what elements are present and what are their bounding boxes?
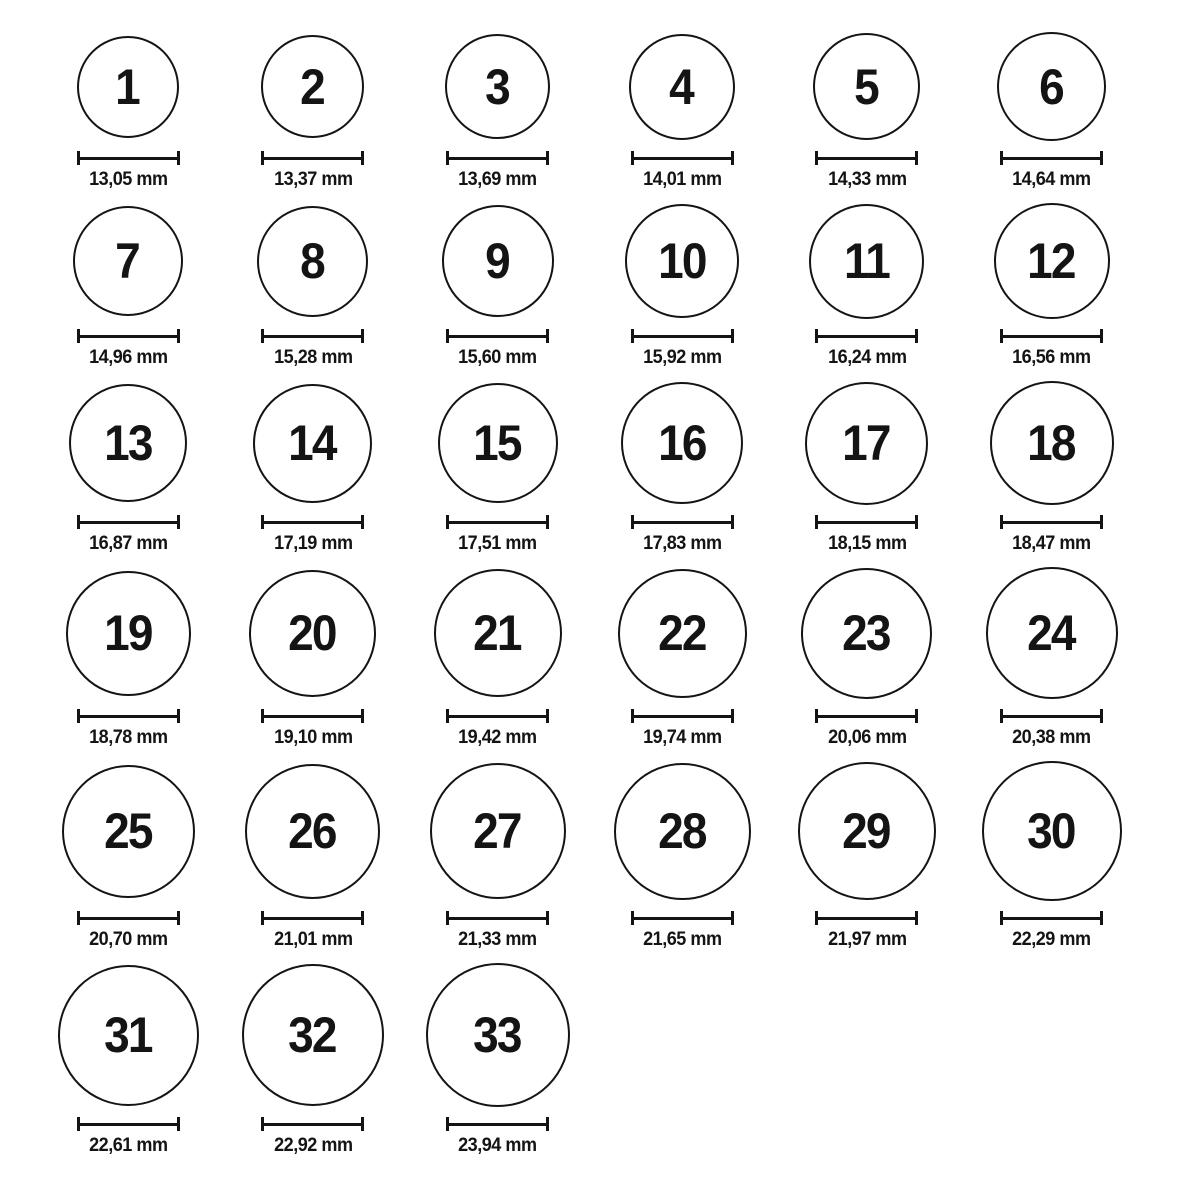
measure-right-tick bbox=[731, 515, 734, 529]
diameter-measure-line bbox=[446, 911, 549, 925]
measure-right-tick bbox=[731, 329, 734, 343]
diameter-measure-line bbox=[815, 709, 918, 723]
ring-size-number: 23 bbox=[842, 605, 890, 661]
measure-bar bbox=[80, 715, 177, 718]
ring-size-number: 5 bbox=[854, 58, 878, 115]
measure-bar bbox=[818, 157, 915, 160]
measure-bar bbox=[264, 335, 361, 338]
ring-size-number: 7 bbox=[115, 233, 140, 289]
ring-size-number: 30 bbox=[1026, 803, 1075, 859]
ring-size-number: 26 bbox=[288, 803, 336, 859]
ring-cell bbox=[221, 963, 406, 1157]
measure-bar bbox=[818, 335, 915, 338]
diameter-measure-line bbox=[446, 709, 549, 723]
ring-cell bbox=[590, 567, 775, 749]
ring-diameter-label: 14,64 mm bbox=[1012, 169, 1091, 190]
ring-diameter-label: 16,24 mm bbox=[827, 347, 907, 368]
ring-circle-area bbox=[982, 761, 1122, 901]
measure-bar bbox=[1003, 157, 1100, 160]
ring-cell bbox=[590, 381, 775, 555]
ring-diameter-label: 19,74 mm bbox=[643, 727, 722, 748]
diameter-measure-line bbox=[77, 1117, 180, 1131]
measure-right-tick bbox=[1100, 515, 1103, 529]
ring-circle-area bbox=[73, 203, 183, 319]
ring-circle bbox=[430, 763, 566, 899]
ring-circle bbox=[994, 203, 1110, 319]
diameter-measure-line bbox=[261, 911, 364, 925]
measure-bar bbox=[264, 157, 361, 160]
ring-circle-area bbox=[990, 381, 1114, 505]
measure-right-tick bbox=[915, 709, 918, 723]
diameter-measure-line bbox=[77, 151, 180, 165]
measure-right-tick bbox=[177, 709, 180, 723]
ring-circle bbox=[69, 384, 187, 502]
ring-size-number: 27 bbox=[472, 803, 521, 859]
ring-cell bbox=[405, 381, 590, 555]
measure-bar bbox=[264, 715, 361, 718]
ring-size-number: 13 bbox=[103, 415, 152, 471]
ring-cell bbox=[221, 381, 406, 555]
measure-right-tick bbox=[546, 151, 549, 165]
measure-right-tick bbox=[361, 515, 364, 529]
ring-diameter-label: 20,06 mm bbox=[827, 727, 907, 748]
ring-size-number: 8 bbox=[300, 233, 324, 289]
ring-diameter-label: 21,33 mm bbox=[458, 929, 537, 950]
ring-diameter-label: 18,78 mm bbox=[89, 727, 168, 748]
ring-cell bbox=[590, 203, 775, 369]
ring-cell bbox=[405, 203, 590, 369]
diameter-measure-line bbox=[77, 515, 180, 529]
ring-size-number: 29 bbox=[842, 803, 890, 859]
ring-circle-area bbox=[442, 203, 554, 319]
diameter-measure-line bbox=[1000, 709, 1103, 723]
measure-bar bbox=[449, 335, 546, 338]
measure-bar bbox=[634, 917, 731, 920]
ring-diameter-label: 22,61 mm bbox=[89, 1135, 168, 1156]
ring-cell bbox=[36, 203, 221, 369]
ring-cell bbox=[36, 963, 221, 1157]
ring-circle bbox=[66, 571, 191, 696]
chart-row bbox=[36, 963, 1144, 1157]
ring-circle-area bbox=[77, 32, 179, 141]
ring-diameter-label: 20,38 mm bbox=[1012, 727, 1091, 748]
ring-size-number: 4 bbox=[669, 58, 694, 115]
diameter-measure-line bbox=[261, 329, 364, 343]
ring-size-number: 10 bbox=[657, 233, 706, 289]
ring-size-number: 17 bbox=[842, 415, 890, 471]
measure-bar bbox=[449, 521, 546, 524]
ring-circle-area bbox=[798, 761, 936, 901]
measure-right-tick bbox=[1100, 151, 1103, 165]
diameter-measure-line bbox=[631, 151, 734, 165]
ring-circle-area bbox=[614, 761, 751, 901]
ring-circle bbox=[426, 963, 570, 1107]
ring-cell bbox=[221, 567, 406, 749]
ring-circle bbox=[809, 204, 924, 319]
diameter-measure-line bbox=[261, 151, 364, 165]
ring-diameter-label: 22,29 mm bbox=[1012, 929, 1091, 950]
chart-row bbox=[36, 32, 1144, 191]
measure-right-tick bbox=[731, 151, 734, 165]
ring-size-number: 21 bbox=[472, 605, 521, 661]
measure-right-tick bbox=[915, 151, 918, 165]
measure-right-tick bbox=[177, 515, 180, 529]
measure-bar bbox=[1003, 715, 1100, 718]
diameter-measure-line bbox=[77, 329, 180, 343]
ring-diameter-label: 18,47 mm bbox=[1012, 533, 1091, 554]
diameter-measure-line bbox=[446, 329, 549, 343]
ring-size-number: 19 bbox=[103, 605, 152, 661]
ring-cell bbox=[959, 761, 1144, 951]
measure-bar bbox=[449, 917, 546, 920]
ring-circle bbox=[442, 205, 554, 317]
ring-circle-area bbox=[625, 203, 739, 319]
ring-size-number: 16 bbox=[657, 415, 706, 471]
measure-bar bbox=[264, 521, 361, 524]
ring-circle bbox=[805, 382, 928, 505]
ring-size-number: 28 bbox=[657, 803, 706, 859]
measure-bar bbox=[818, 715, 915, 718]
diameter-measure-line bbox=[261, 709, 364, 723]
ring-diameter-label: 14,33 mm bbox=[827, 169, 907, 190]
ring-circle-area bbox=[66, 567, 191, 699]
ring-diameter-label: 15,28 mm bbox=[273, 347, 353, 368]
measure-right-tick bbox=[915, 911, 918, 925]
diameter-measure-line bbox=[1000, 911, 1103, 925]
ring-circle bbox=[614, 763, 751, 900]
diameter-measure-line bbox=[815, 515, 918, 529]
measure-right-tick bbox=[1100, 329, 1103, 343]
measure-right-tick bbox=[177, 1117, 180, 1131]
measure-bar bbox=[634, 521, 731, 524]
ring-diameter-label: 15,92 mm bbox=[643, 347, 722, 368]
ring-circle bbox=[253, 384, 372, 503]
measure-bar bbox=[818, 917, 915, 920]
diameter-measure-line bbox=[446, 151, 549, 165]
ring-diameter-label: 19,10 mm bbox=[273, 727, 353, 748]
measure-bar bbox=[264, 1123, 361, 1126]
ring-diameter-label: 14,96 mm bbox=[89, 347, 168, 368]
measure-right-tick bbox=[915, 515, 918, 529]
ring-diameter-label: 13,05 mm bbox=[89, 169, 168, 190]
ring-cell bbox=[775, 32, 960, 191]
ring-circle-area bbox=[629, 32, 735, 141]
diameter-measure-line bbox=[1000, 515, 1103, 529]
measure-bar bbox=[80, 917, 177, 920]
ring-size-number: 6 bbox=[1038, 58, 1063, 115]
ring-size-number: 11 bbox=[843, 233, 889, 289]
ring-circle bbox=[997, 32, 1106, 141]
ring-circle bbox=[621, 382, 743, 504]
ring-circle bbox=[249, 570, 376, 697]
diameter-measure-line bbox=[631, 515, 734, 529]
measure-right-tick bbox=[546, 1117, 549, 1131]
measure-right-tick bbox=[361, 151, 364, 165]
ring-cell bbox=[221, 761, 406, 951]
ring-circle-area bbox=[242, 963, 384, 1107]
ring-circle-area bbox=[621, 381, 743, 505]
ring-diameter-label: 17,19 mm bbox=[273, 533, 353, 554]
ring-circle bbox=[58, 965, 199, 1106]
ring-circle-area bbox=[430, 761, 566, 901]
ring-circle-area bbox=[438, 381, 558, 505]
ring-circle-area bbox=[69, 381, 187, 505]
measure-right-tick bbox=[1100, 709, 1103, 723]
diameter-measure-line bbox=[631, 709, 734, 723]
ring-size-number: 2 bbox=[300, 58, 324, 115]
ring-circle-area bbox=[58, 963, 199, 1107]
ring-diameter-label: 15,60 mm bbox=[458, 347, 537, 368]
ring-diameter-label: 16,56 mm bbox=[1012, 347, 1091, 368]
ring-circle bbox=[73, 206, 183, 316]
measure-right-tick bbox=[731, 911, 734, 925]
ring-circle-area bbox=[253, 381, 372, 505]
ring-cell bbox=[405, 567, 590, 749]
diameter-measure-line bbox=[446, 515, 549, 529]
ring-circle bbox=[62, 765, 195, 898]
ring-cell bbox=[405, 761, 590, 951]
ring-circle-area bbox=[245, 761, 380, 901]
ring-circle bbox=[986, 567, 1118, 699]
diameter-measure-line bbox=[631, 329, 734, 343]
ring-diameter-label: 13,37 mm bbox=[273, 169, 353, 190]
measure-right-tick bbox=[361, 329, 364, 343]
chart-row bbox=[36, 381, 1144, 555]
ring-size-number: 24 bbox=[1026, 605, 1075, 661]
diameter-measure-line bbox=[1000, 329, 1103, 343]
ring-diameter-label: 23,94 mm bbox=[458, 1135, 537, 1156]
ring-circle-area bbox=[801, 567, 932, 699]
measure-bar bbox=[818, 521, 915, 524]
chart-row bbox=[36, 567, 1144, 749]
measure-right-tick bbox=[546, 709, 549, 723]
measure-bar bbox=[1003, 917, 1100, 920]
ring-circle-area bbox=[426, 963, 570, 1107]
ring-cell bbox=[775, 381, 960, 555]
diameter-measure-line bbox=[1000, 151, 1103, 165]
ring-cell bbox=[36, 567, 221, 749]
ring-cell bbox=[405, 32, 590, 191]
ring-circle-area bbox=[994, 203, 1110, 319]
ring-cell bbox=[405, 963, 590, 1157]
ring-circle-area bbox=[997, 32, 1106, 141]
ring-circle bbox=[813, 33, 920, 140]
chart-row bbox=[36, 761, 1144, 951]
ring-diameter-label: 21,01 mm bbox=[273, 929, 353, 950]
ring-diameter-label: 19,42 mm bbox=[458, 727, 537, 748]
measure-right-tick bbox=[177, 911, 180, 925]
ring-circle bbox=[445, 34, 550, 139]
ring-cell bbox=[959, 203, 1144, 369]
measure-right-tick bbox=[177, 151, 180, 165]
ring-diameter-label: 14,01 mm bbox=[643, 169, 722, 190]
ring-circle bbox=[434, 569, 562, 697]
ring-circle-area bbox=[445, 32, 550, 141]
measure-bar bbox=[80, 1123, 177, 1126]
ring-size-number: 33 bbox=[472, 1007, 521, 1063]
ring-circle bbox=[77, 36, 179, 138]
ring-cell bbox=[959, 32, 1144, 191]
ring-circle-area bbox=[257, 203, 368, 319]
ring-diameter-label: 21,65 mm bbox=[643, 929, 722, 950]
ring-circle bbox=[245, 764, 380, 899]
ring-cell bbox=[36, 381, 221, 555]
ring-size-number: 20 bbox=[288, 605, 336, 661]
ring-size-number: 9 bbox=[484, 233, 509, 289]
ring-circle-area bbox=[813, 32, 920, 141]
measure-bar bbox=[634, 715, 731, 718]
measure-right-tick bbox=[177, 329, 180, 343]
ring-circle bbox=[257, 206, 368, 317]
ring-size-number: 1 bbox=[115, 58, 140, 115]
ring-circle bbox=[438, 383, 558, 503]
ring-cell bbox=[959, 567, 1144, 749]
measure-bar bbox=[80, 521, 177, 524]
ring-diameter-label: 18,15 mm bbox=[827, 533, 907, 554]
measure-bar bbox=[1003, 335, 1100, 338]
ring-size-number: 31 bbox=[103, 1007, 152, 1063]
ring-size-number: 25 bbox=[103, 803, 152, 859]
ring-diameter-label: 13,69 mm bbox=[458, 169, 537, 190]
ring-cell bbox=[221, 203, 406, 369]
ring-circle-area bbox=[62, 761, 195, 901]
measure-right-tick bbox=[915, 329, 918, 343]
ring-cell bbox=[590, 761, 775, 951]
ring-circle-area bbox=[809, 203, 924, 319]
diameter-measure-line bbox=[815, 151, 918, 165]
ring-cell bbox=[221, 32, 406, 191]
ring-size-number: 14 bbox=[288, 415, 336, 471]
measure-right-tick bbox=[1100, 911, 1103, 925]
ring-cell bbox=[775, 761, 960, 951]
diameter-measure-line bbox=[815, 329, 918, 343]
diameter-measure-line bbox=[446, 1117, 549, 1131]
ring-diameter-label: 16,87 mm bbox=[89, 533, 168, 554]
ring-cell bbox=[775, 567, 960, 749]
ring-circle bbox=[798, 762, 936, 900]
ring-size-number: 15 bbox=[472, 415, 521, 471]
chart-row bbox=[36, 203, 1144, 369]
ring-circle-area bbox=[805, 381, 928, 505]
ring-diameter-label: 17,83 mm bbox=[643, 533, 722, 554]
measure-bar bbox=[80, 157, 177, 160]
measure-right-tick bbox=[731, 709, 734, 723]
measure-right-tick bbox=[361, 709, 364, 723]
measure-bar bbox=[449, 157, 546, 160]
ring-diameter-label: 22,92 mm bbox=[273, 1135, 353, 1156]
measure-bar bbox=[264, 917, 361, 920]
ring-cell bbox=[775, 203, 960, 369]
ring-circle-area bbox=[618, 567, 747, 699]
ring-cell bbox=[590, 32, 775, 191]
ring-size-number: 32 bbox=[288, 1007, 336, 1063]
ring-circle bbox=[625, 204, 739, 318]
ring-circle-area bbox=[261, 32, 364, 141]
measure-right-tick bbox=[546, 515, 549, 529]
ring-diameter-label: 21,97 mm bbox=[827, 929, 907, 950]
ring-size-number: 22 bbox=[657, 605, 706, 661]
measure-right-tick bbox=[546, 329, 549, 343]
ring-cell bbox=[36, 32, 221, 191]
diameter-measure-line bbox=[261, 515, 364, 529]
measure-bar bbox=[449, 715, 546, 718]
diameter-measure-line bbox=[77, 911, 180, 925]
ring-circle bbox=[242, 964, 384, 1106]
measure-bar bbox=[1003, 521, 1100, 524]
ring-circle bbox=[629, 34, 735, 140]
measure-bar bbox=[634, 157, 731, 160]
ring-size-number: 12 bbox=[1026, 233, 1075, 289]
ring-circle-area bbox=[434, 567, 562, 699]
ring-diameter-label: 17,51 mm bbox=[458, 533, 537, 554]
ring-cell bbox=[36, 761, 221, 951]
ring-diameter-label: 20,70 mm bbox=[89, 929, 168, 950]
ring-circle bbox=[261, 35, 364, 138]
ring-circle bbox=[618, 569, 747, 698]
ring-size-number: 18 bbox=[1026, 415, 1075, 471]
ring-circle-area bbox=[986, 567, 1118, 699]
ring-circle-area bbox=[249, 567, 376, 699]
measure-right-tick bbox=[361, 1117, 364, 1131]
measure-right-tick bbox=[546, 911, 549, 925]
diameter-measure-line bbox=[631, 911, 734, 925]
measure-bar bbox=[449, 1123, 546, 1126]
diameter-measure-line bbox=[815, 911, 918, 925]
measure-bar bbox=[634, 335, 731, 338]
ring-size-number: 3 bbox=[484, 58, 509, 115]
ring-circle bbox=[990, 381, 1114, 505]
measure-right-tick bbox=[361, 911, 364, 925]
measure-bar bbox=[80, 335, 177, 338]
ring-circle bbox=[982, 761, 1122, 901]
diameter-measure-line bbox=[261, 1117, 364, 1131]
ring-circle bbox=[801, 568, 932, 699]
diameter-measure-line bbox=[77, 709, 180, 723]
ring-cell bbox=[959, 381, 1144, 555]
